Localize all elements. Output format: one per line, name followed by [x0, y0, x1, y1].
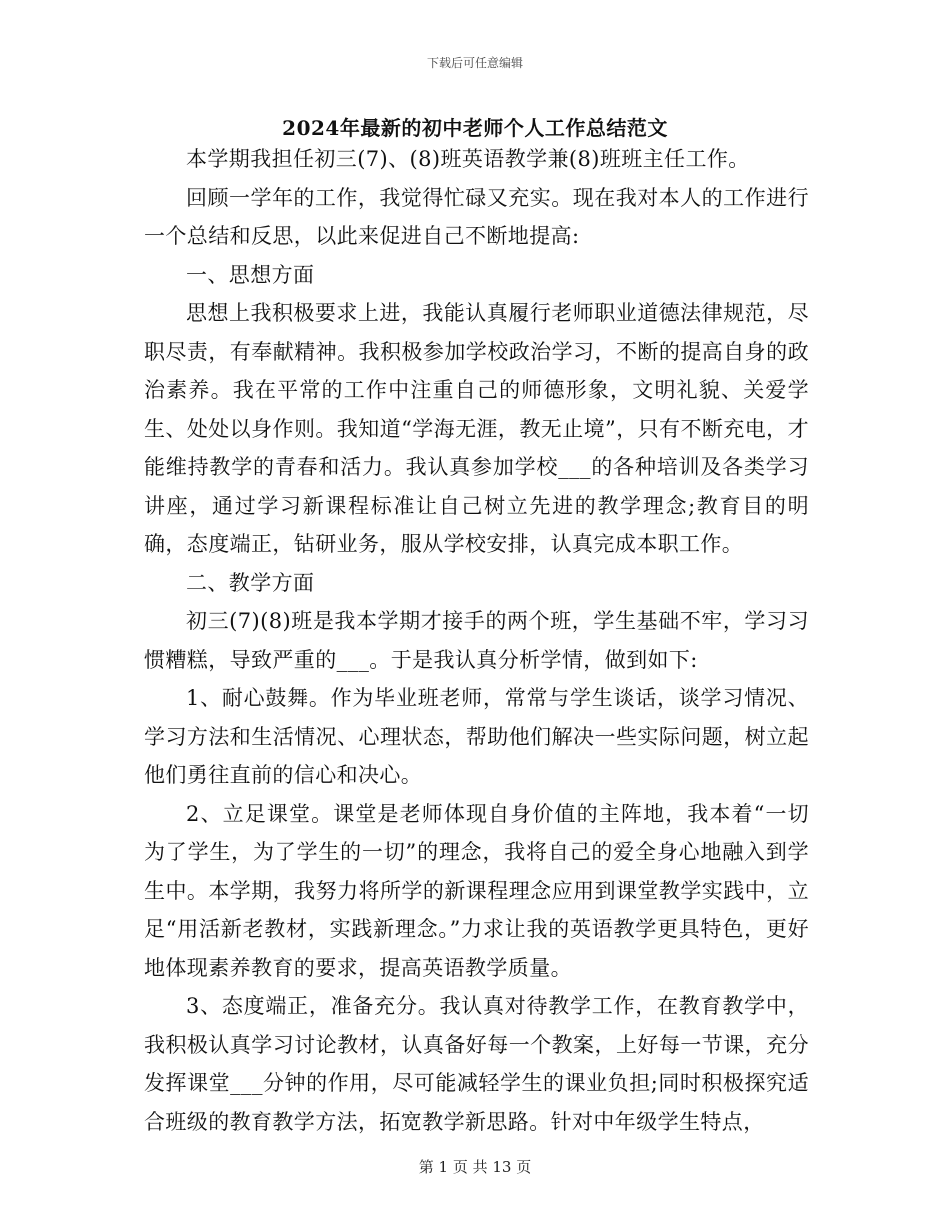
paragraph: 2、立足课堂。课堂是老师体现自身价值的主阵地，我本着“一切为了学生，为了学生的一切”的理念，我将自己的爱全身心地融入到学生中。本学期，我努力将所学的新课程理念应用到课堂教学实践中，立足“用活新老教材，实践新理念。”力求让我的英语教学更具特色，更好地体现素养教育的要求，提高英语教学质量。 — [144, 801, 809, 980]
paragraph: 初三(7)(8)班是我本学期才接手的两个班，学生基础不牢，学习习惯糟糕，导致严重的___。于是我认真分析学情，做到如下: — [144, 609, 809, 672]
page-header-note: 下载后可任意编辑 — [426, 56, 523, 70]
document-body — [144, 140, 809, 1141]
paragraph: 本学期我担任初三(7)、(8)班英语教学兼(8)班班主任工作。 — [186, 147, 750, 171]
document-title: 2024年最新的初中老师个人工作总结范文 — [282, 116, 668, 140]
paragraph: 3、态度端正，准备充分。我认真对待教学工作，在教育教学中，我积极认真学习讨论教材，认真备好每一个教案，上好每一节课，充分发挥课堂___分钟的作用，尽可能减轻学生的课业负担;同时积极探究适合班级的教育教学方法，拓宽教学新思路。针对中年级学生特点， — [144, 994, 809, 1134]
section-heading: 二、教学方面 — [186, 570, 315, 595]
section-heading: 一、思想方面 — [186, 262, 315, 287]
paragraph: 回顾一学年的工作，我觉得忙碌又充实。现在我对本人的工作进行一个总结和反思，以此来促进自己不断地提高: — [144, 185, 809, 248]
paragraph: 1、耐心鼓舞。作为毕业班老师，常常与学生谈话，谈学习情况、学习方法和生活情况、心理状态，帮助他们解决一些实际问题，树立起他们勇往直前的信心和决心。 — [144, 686, 809, 787]
page-footer-page-number: 第 1 页 共 13 页 — [418, 1158, 532, 1176]
paragraph: 思想上我积极要求上进，我能认真履行老师职业道德法律规范，尽职尽责，有奉献精神。我积极参加学校政治学习，不断的提高自身的政治素养。我在平常的工作中注重自己的师德形象，文明礼貌、关爱学生、处处以身作则。我知道“学海无涯，教无止境”，只有不断充电，才能维持教学的青春和活力。我认真参加学校___的各种培训及各类学习讲座，通过学习新课程标准让自己树立先进的教学理念;教育目的明确，态度端正，钻研业务，服从学校安排，认真完成本职工作。 — [144, 301, 809, 556]
